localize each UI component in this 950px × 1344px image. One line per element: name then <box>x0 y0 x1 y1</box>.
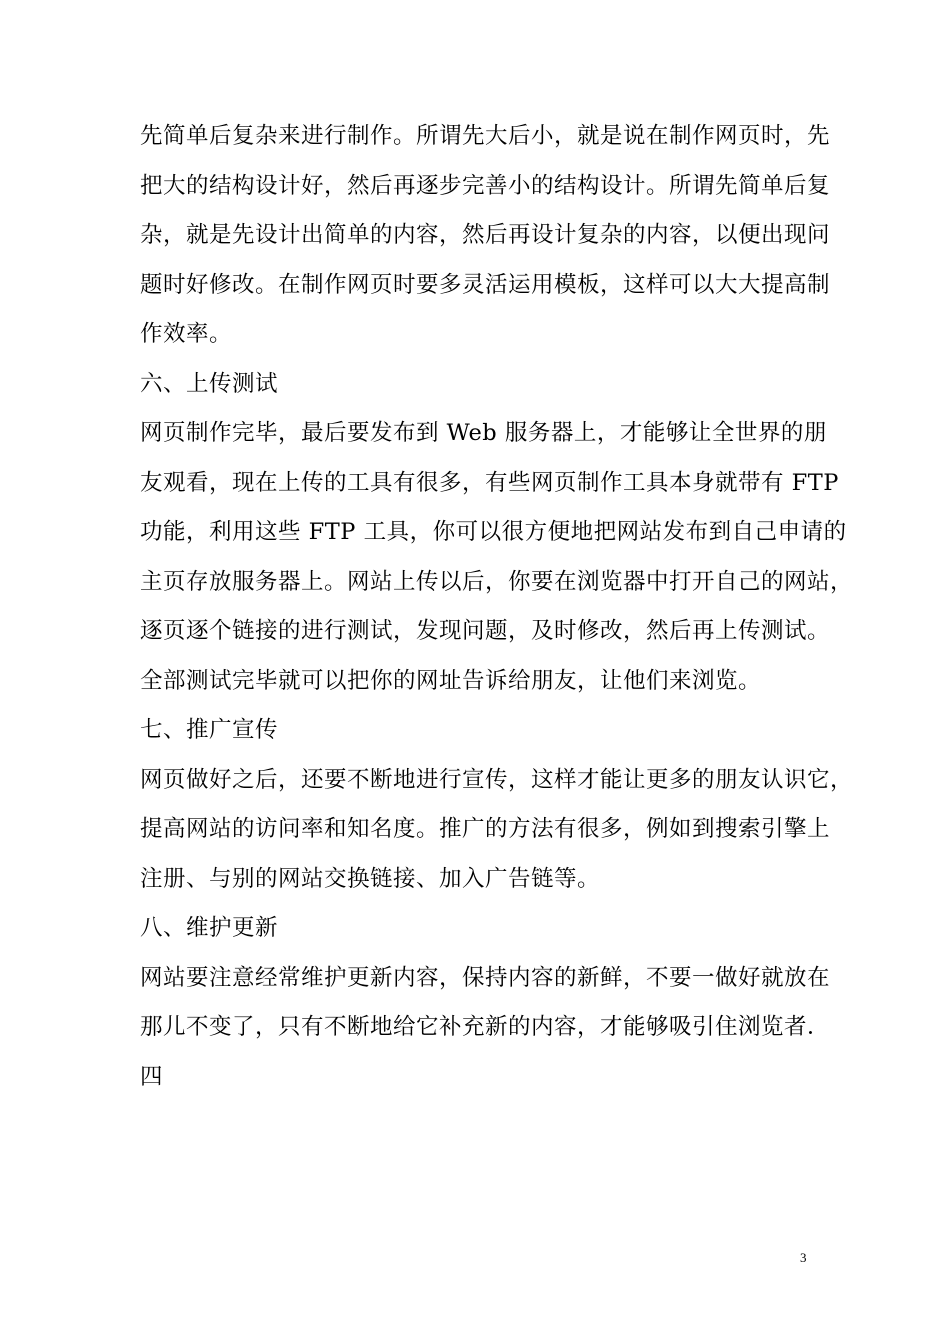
paragraph-line: 注册、与别的网站交换链接、加入广告链等。 <box>140 866 601 892</box>
paragraph-line: 提高网站的访问率和知名度。推广的方法有很多，例如到搜索引擎上 <box>140 816 831 842</box>
paragraph-line: 友观看，现在上传的工具有很多，有些网页制作工具本身就带有 FTP <box>140 470 839 496</box>
paragraph-line: 网站要注意经常维护更新内容，保持内容的新鲜，不要一做好就放在 <box>140 965 831 991</box>
paragraph-line: 作效率。 <box>140 321 233 347</box>
paragraph-line: 杂，就是先设计出简单的内容，然后再设计复杂的内容，以便出现问 <box>140 222 831 248</box>
paragraph-line: 四 <box>140 1064 164 1090</box>
page-number: 3 <box>800 1250 807 1265</box>
paragraph-line: 全部测试完毕就可以把你的网址告诉给朋友，让他们来浏览。 <box>140 668 762 694</box>
paragraph-line: 先简单后复杂来进行制作。所谓先大后小，就是说在制作网页时，先 <box>140 123 831 149</box>
section-heading: 七、推广宣传 <box>140 717 279 743</box>
section-heading: 六、上传测试 <box>140 371 279 397</box>
paragraph-line: 题时好修改。在制作网页时要多灵活运用模板，这样可以大大提高制 <box>140 272 831 298</box>
paragraph-line: 网页制作完毕，最后要发布到 Web 服务器上，才能够让全世界的朋 <box>140 420 827 446</box>
paragraph-line: 功能，利用这些 FTP 工具，你可以很方便地把网站发布到自己申请的 <box>140 519 847 545</box>
paragraph-line: 把大的结构设计好，然后再逐步完善小的结构设计。所谓先简单后复 <box>140 173 831 199</box>
section-heading: 八、维护更新 <box>140 915 279 941</box>
paragraph-line: 那儿不变了，只有不断地给它补充新的内容，才能够吸引住浏览者． <box>140 1014 831 1040</box>
paragraph-line: 逐页逐个链接的进行测试，发现问题，及时修改，然后再上传测试。 <box>140 618 831 644</box>
paragraph-line: 主页存放服务器上。网站上传以后，你要在浏览器中打开自己的网站， <box>140 569 854 595</box>
paragraph-line: 网页做好之后，还要不断地进行宣传，这样才能让更多的朋友认识它， <box>140 767 854 793</box>
